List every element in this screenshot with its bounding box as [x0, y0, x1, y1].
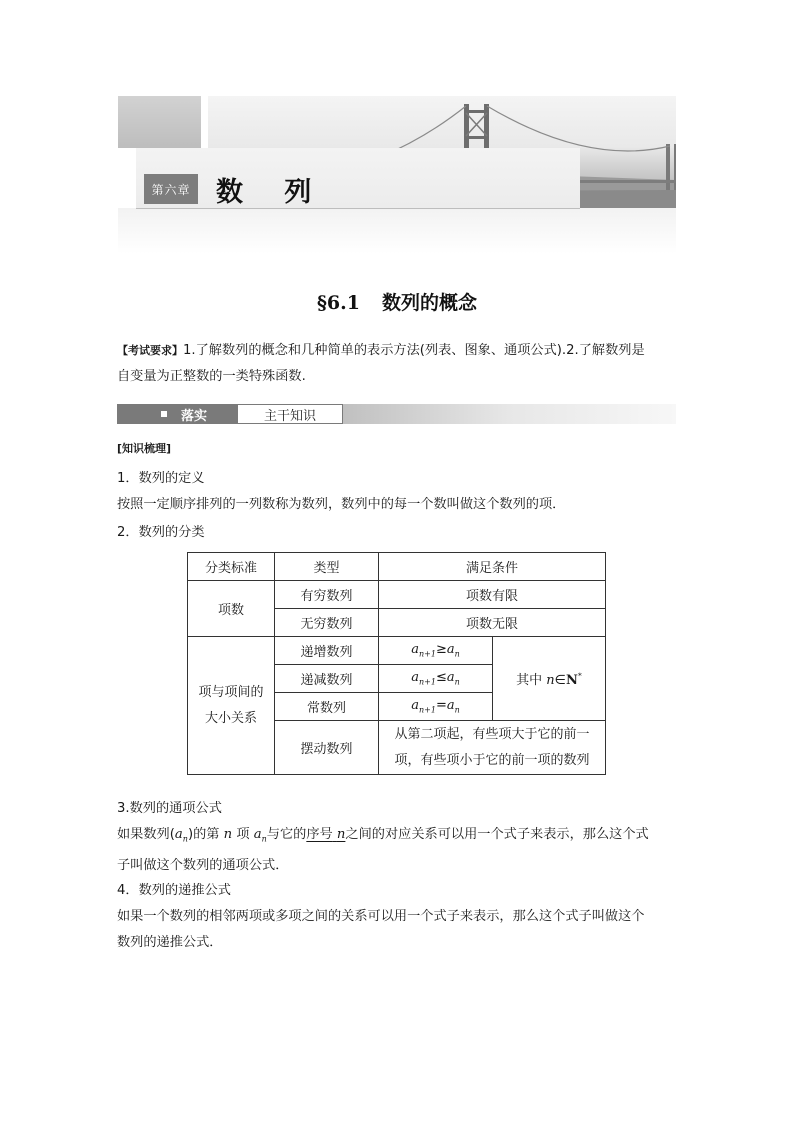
- square-bullet-icon: [161, 411, 167, 417]
- swing-line2: 项，有些项小于它的前一项的数列: [394, 752, 590, 768]
- condition-cell: 项数有限: [379, 581, 606, 609]
- banner-shadow: [118, 208, 676, 254]
- knowledge-tag: [知识梳理]: [117, 442, 172, 455]
- item4-title: 4．数列的递推公式: [117, 883, 231, 898]
- item1-title: 1．数列的定义: [117, 471, 205, 486]
- table-row: [188, 581, 606, 609]
- type-cell: 递增数列: [275, 637, 379, 665]
- item4-text-line1: 如果一个数列的相邻两项或多项之间的关系可以用一个式子来表示，那么这个式子叫做这个: [117, 909, 645, 924]
- condition-cell: [379, 721, 606, 775]
- table-header: 类型: [275, 553, 379, 581]
- chapter-banner: [118, 96, 676, 254]
- table-header: 分类标准: [188, 553, 275, 581]
- relation-sign: ≥: [435, 642, 447, 658]
- item3-text-part: )的第: [187, 827, 224, 842]
- note-cell: [493, 637, 606, 721]
- chapter-badge: 第六章: [144, 174, 198, 204]
- type-cell: 摆动数列: [275, 721, 379, 775]
- banner-title-strip: [136, 148, 580, 209]
- exam-requirements: [117, 338, 679, 390]
- group-label-line2: 大小关系: [204, 710, 257, 726]
- section-name: 数列的概念: [381, 292, 477, 314]
- item3-text-part: 序号: [306, 827, 333, 842]
- note-var: n: [546, 673, 555, 688]
- section-number: §6.1: [316, 292, 360, 314]
- note-sup: *: [577, 671, 582, 681]
- type-cell: 常数列: [275, 693, 379, 721]
- type-cell: 无穷数列: [275, 609, 379, 637]
- relation-sign: =: [435, 698, 447, 714]
- swing-line1: 从第二项起，有些项大于它的前一: [394, 726, 590, 742]
- table-row: [188, 637, 606, 665]
- item3-text-part: 之间的对应关系可以用一个式子来表示，那么这个式: [345, 827, 649, 842]
- group-label-line1: 项与项间的: [198, 684, 264, 700]
- requirements-tag: 【考试要求】: [117, 344, 183, 357]
- section-bar: [117, 404, 676, 424]
- section-title: [0, 288, 794, 315]
- requirements-line1: 1.了解数列的概念和几种简单的表示方法(列表、图象、通项公式).2.了解数列是: [183, 343, 645, 358]
- item1-text: 按照一定顺序排列的一列数称为数列，数列中的每一个数叫做这个数列的项．: [117, 497, 566, 512]
- note-prefix: 其中: [516, 673, 547, 688]
- bar-light-label: 主干知识: [237, 404, 343, 424]
- bar-dark-text: 落实: [181, 408, 208, 424]
- type-cell: 有穷数列: [275, 581, 379, 609]
- condition-cell: 项数无限: [379, 609, 606, 637]
- banner-corner-block: [118, 96, 201, 148]
- item3-text-part: 如果数列(: [117, 827, 175, 842]
- item3-text-line2: 子叫做这个数列的通项公式．: [117, 857, 289, 873]
- requirements-line2: 自变量为正整数的一类特殊函数.: [117, 369, 306, 384]
- note-in: ∈: [554, 673, 566, 688]
- group-label: [188, 637, 275, 775]
- bar-dark-label: [117, 404, 237, 424]
- table-header: 满足条件: [379, 553, 606, 581]
- underlined-ordinal: 序号 n: [306, 827, 346, 842]
- item3-title: 3.数列的通项公式: [117, 801, 222, 816]
- formula-cell: $a_{n+1}\le a_n$: [379, 665, 493, 693]
- formula-cell: $a_{n+1}=a_n$: [379, 693, 493, 721]
- item4-text-line2: 数列的递推公式．: [117, 935, 223, 950]
- item3-text: 如果数列$(a_n)$的第 n 项 $a_n$与它的序号 n之间的对应关系可以用一个式子来表示，那么这个式 子叫做这个数列的通项公式．: [117, 827, 649, 873]
- item3-text-part: 与它的: [266, 827, 307, 842]
- item3-text-part: 项: [232, 827, 254, 842]
- item4-text: [117, 904, 679, 956]
- item2-title: 2．数列的分类: [117, 525, 205, 540]
- classification-table: [187, 552, 606, 775]
- type-cell: 递减数列: [275, 665, 379, 693]
- chapter-title: 数 列: [216, 177, 328, 208]
- group-label: 项数: [188, 581, 275, 637]
- table-header-row: [188, 553, 606, 581]
- relation-sign: ≤: [435, 670, 447, 686]
- note-set: N: [565, 673, 578, 688]
- formula-cell: $a_{n+1}\ge a_n$: [379, 637, 493, 665]
